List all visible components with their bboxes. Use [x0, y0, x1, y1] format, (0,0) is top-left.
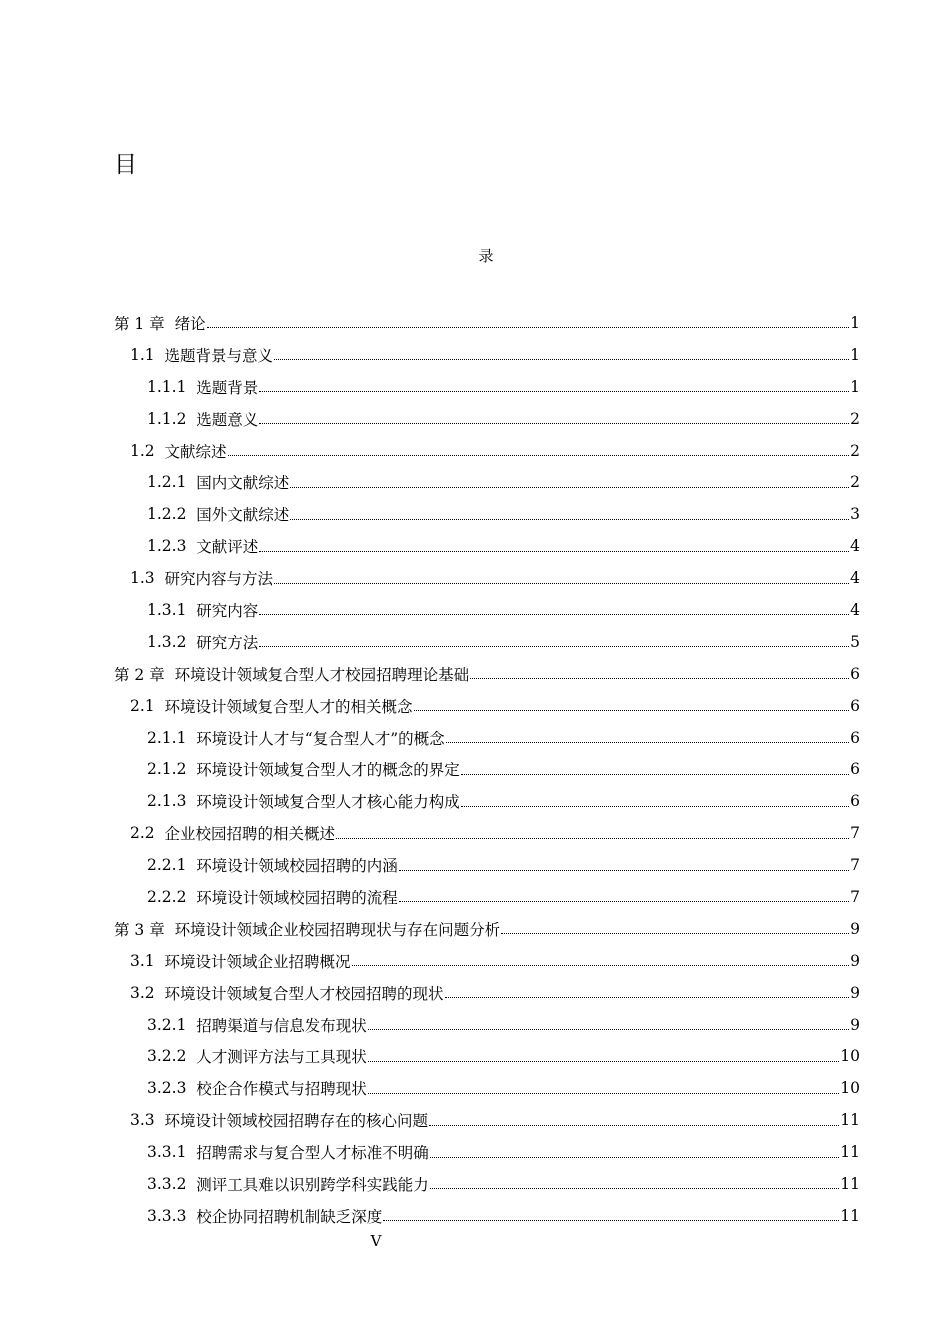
- toc-entry[interactable]: [114, 817, 860, 849]
- toc-entry-number: 1.1: [130, 345, 165, 364]
- toc-entry[interactable]: [114, 435, 860, 467]
- toc-entry-number: 2.1.2: [147, 760, 197, 779]
- toc-entry[interactable]: [114, 1168, 860, 1200]
- toc-entry[interactable]: [114, 881, 860, 913]
- toc-heading-char-2: 录: [478, 247, 494, 265]
- toc-entry-page: 11: [840, 1111, 860, 1130]
- toc-entry-number: 第 2 章: [114, 665, 175, 684]
- toc-entry-title: 环境设计领域复合型人才的相关概念: [164, 697, 413, 716]
- toc-entry-page: 9: [850, 983, 860, 1002]
- toc-entry-page: 9: [850, 919, 860, 938]
- toc-entry-title: 环境设计领域企业招聘概况: [164, 952, 351, 971]
- toc-entry-number: 2.1: [130, 696, 165, 715]
- toc-dot-leader: [461, 774, 849, 775]
- toc-entry-page: 9: [850, 1015, 860, 1034]
- toc-entry[interactable]: [114, 307, 860, 339]
- toc-entry-title: 环境设计领域校园招聘的流程: [196, 888, 398, 907]
- toc-entry-number: 第 1 章: [114, 314, 175, 333]
- toc-dot-leader: [470, 678, 849, 679]
- toc-entry-number: 1.3.2: [147, 632, 197, 651]
- toc-entry-number: 1.2: [130, 441, 165, 460]
- page-number: V: [370, 1232, 382, 1250]
- toc-heading-char-1: 目: [114, 152, 137, 178]
- toc-dot-leader: [445, 997, 850, 998]
- toc-entry-number: 1.3: [130, 569, 165, 588]
- toc-dot-leader: [207, 327, 850, 328]
- toc-entry-page: 6: [850, 664, 860, 683]
- toc-entry[interactable]: [114, 1136, 860, 1168]
- toc-entry[interactable]: [114, 339, 860, 371]
- toc-dot-leader: [274, 359, 849, 360]
- toc-entry-page: 11: [840, 1143, 860, 1162]
- toc-entry[interactable]: [114, 1072, 860, 1104]
- toc-entry-number: 3.3: [130, 1111, 165, 1130]
- toc-entry-page: 4: [850, 600, 860, 619]
- toc-entry-title: 测评工具难以识别跨学科实践能力: [196, 1175, 429, 1194]
- toc-entry-page: 2: [850, 409, 860, 428]
- toc-entry[interactable]: [114, 530, 860, 562]
- toc-entry[interactable]: [114, 753, 860, 785]
- toc-entry-page: 6: [850, 696, 860, 715]
- toc-entry[interactable]: [114, 1104, 860, 1136]
- toc-dot-leader: [259, 614, 849, 615]
- toc-entry-title: 研究内容: [196, 601, 259, 620]
- toc-entry-page: 9: [850, 951, 860, 970]
- toc-entry-title: 文献综述: [164, 442, 227, 461]
- toc-entry-title: 招聘需求与复合型人才标准不明确: [196, 1144, 429, 1163]
- toc-entry-title: 国内文献综述: [196, 474, 290, 493]
- toc-entry[interactable]: [114, 658, 860, 690]
- toc-entry-title: 环境设计领域复合型人才校园招聘理论基础: [174, 665, 470, 684]
- toc-entry-number: 2.2.1: [147, 856, 197, 875]
- toc-entry-title: 环境设计领域复合型人才的概念的界定: [196, 761, 460, 780]
- toc-entry-title: 环境设计领域复合型人才核心能力构成: [196, 793, 460, 812]
- toc-dot-leader: [399, 870, 849, 871]
- toc-dot-leader: [429, 1125, 839, 1126]
- toc-dot-leader: [290, 487, 849, 488]
- toc-dot-leader: [399, 901, 849, 902]
- toc-entry-page: 4: [850, 537, 860, 556]
- toc-entry-title: 文献评述: [196, 538, 259, 557]
- toc-dot-leader: [228, 455, 850, 456]
- toc-dot-leader: [430, 1188, 839, 1189]
- table-of-contents: [114, 307, 860, 1232]
- toc-entry-title: 环境设计领域复合型人才校园招聘的现状: [164, 984, 444, 1003]
- toc-entry-number: 3.3.1: [147, 1143, 197, 1162]
- toc-entry-page: 5: [850, 632, 860, 651]
- toc-entry-number: 1.3.1: [147, 600, 197, 619]
- toc-entry-number: 3.1: [130, 951, 165, 970]
- toc-entry-number: 2.1.3: [147, 792, 197, 811]
- toc-entry-title: 选题背景: [196, 378, 259, 397]
- toc-entry-page: 4: [850, 569, 860, 588]
- toc-entry[interactable]: [114, 849, 860, 881]
- toc-entry-number: 1.1.2: [147, 409, 197, 428]
- toc-dot-leader: [446, 742, 849, 743]
- toc-entry-number: 3.2.1: [147, 1015, 197, 1034]
- toc-dot-leader: [259, 646, 849, 647]
- toc-entry-title: 环境设计领域企业校园招聘现状与存在问题分析: [174, 920, 501, 939]
- toc-dot-leader: [274, 583, 849, 584]
- toc-entry-number: 2.2.2: [147, 887, 197, 906]
- toc-entry-page: 11: [840, 1174, 860, 1193]
- toc-dot-leader: [259, 423, 849, 424]
- toc-entry[interactable]: [114, 945, 860, 977]
- toc-dot-leader: [368, 1093, 839, 1094]
- toc-entry-title: 研究内容与方法: [164, 570, 274, 589]
- toc-entry-title: 校企合作模式与招聘现状: [196, 1080, 367, 1099]
- toc-entry[interactable]: [114, 594, 860, 626]
- toc-entry-title: 企业校园招聘的相关概述: [164, 825, 336, 844]
- toc-entry-title: 绪论: [174, 314, 206, 333]
- toc-dot-leader: [501, 933, 849, 934]
- toc-entry-title: 环境设计领域校园招聘存在的核心问题: [164, 1112, 429, 1131]
- toc-entry-page: 7: [850, 824, 860, 843]
- toc-entry-title: 环境设计人才与“复合型人才”的概念: [196, 729, 445, 748]
- toc-dot-leader: [383, 1220, 839, 1221]
- toc-entry-page: 2: [850, 473, 860, 492]
- toc-entry-page: 1: [850, 313, 860, 332]
- toc-entry-title: 人才测评方法与工具现状: [196, 1048, 367, 1067]
- toc-entry[interactable]: [114, 785, 860, 817]
- toc-dot-leader: [414, 710, 850, 711]
- toc-entry-page: 6: [850, 792, 860, 811]
- toc-entry-number: 1.1.1: [147, 377, 197, 396]
- toc-entry[interactable]: [114, 403, 860, 435]
- toc-entry[interactable]: [114, 1040, 860, 1072]
- toc-entry-number: 1.2.3: [147, 537, 197, 556]
- toc-dot-leader: [368, 1029, 849, 1030]
- toc-entry-page: 10: [840, 1047, 860, 1066]
- toc-entry-page: 1: [850, 377, 860, 396]
- toc-entry-title: 国外文献综述: [196, 506, 290, 525]
- toc-entry-number: 3.2: [130, 983, 165, 1002]
- toc-dot-leader: [368, 1061, 839, 1062]
- toc-dot-leader: [352, 965, 850, 966]
- toc-entry-title: 招聘渠道与信息发布现状: [196, 1016, 367, 1035]
- toc-entry[interactable]: [114, 690, 860, 722]
- toc-entry-page: 2: [850, 441, 860, 460]
- toc-entry-page: 10: [840, 1079, 860, 1098]
- toc-entry-number: 3.3.3: [147, 1206, 197, 1225]
- toc-entry-page: 11: [840, 1206, 860, 1225]
- toc-dot-leader: [336, 838, 849, 839]
- toc-entry[interactable]: [114, 977, 860, 1009]
- toc-entry-page: 1: [850, 345, 860, 364]
- toc-entry[interactable]: [114, 466, 860, 498]
- toc-entry[interactable]: [114, 1009, 860, 1041]
- toc-dot-leader: [259, 391, 849, 392]
- toc-entry-title: 选题背景与意义: [164, 346, 274, 365]
- toc-dot-leader: [461, 806, 849, 807]
- toc-entry[interactable]: [114, 913, 860, 945]
- toc-entry-title: 选题意义: [196, 410, 259, 429]
- toc-entry-number: 第 3 章: [114, 920, 175, 939]
- toc-dot-leader: [430, 1157, 839, 1158]
- toc-entry[interactable]: [114, 722, 860, 754]
- toc-entry[interactable]: [114, 562, 860, 594]
- toc-entry-page: 3: [850, 505, 860, 524]
- toc-entry-number: 3.2.3: [147, 1079, 197, 1098]
- toc-entry-number: 3.2.2: [147, 1047, 197, 1066]
- toc-entry[interactable]: [114, 626, 860, 658]
- toc-entry-page: 6: [850, 760, 860, 779]
- toc-entry-number: 3.3.2: [147, 1174, 197, 1193]
- toc-entry-number: 1.2.2: [147, 505, 197, 524]
- toc-entry-page: 7: [850, 856, 860, 875]
- toc-entry-number: 2.2: [130, 824, 165, 843]
- toc-entry[interactable]: [114, 498, 860, 530]
- toc-dot-leader: [290, 519, 849, 520]
- toc-entry[interactable]: [114, 1200, 860, 1232]
- toc-entry[interactable]: [114, 371, 860, 403]
- toc-entry-page: 6: [850, 728, 860, 747]
- toc-entry-title: 环境设计领域校园招聘的内涵: [196, 857, 398, 876]
- toc-dot-leader: [259, 551, 849, 552]
- toc-entry-title: 研究方法: [196, 633, 259, 652]
- toc-entry-number: 1.2.1: [147, 473, 197, 492]
- toc-entry-page: 7: [850, 887, 860, 906]
- toc-entry-title: 校企协同招聘机制缺乏深度: [196, 1207, 383, 1226]
- toc-entry-number: 2.1.1: [147, 728, 197, 747]
